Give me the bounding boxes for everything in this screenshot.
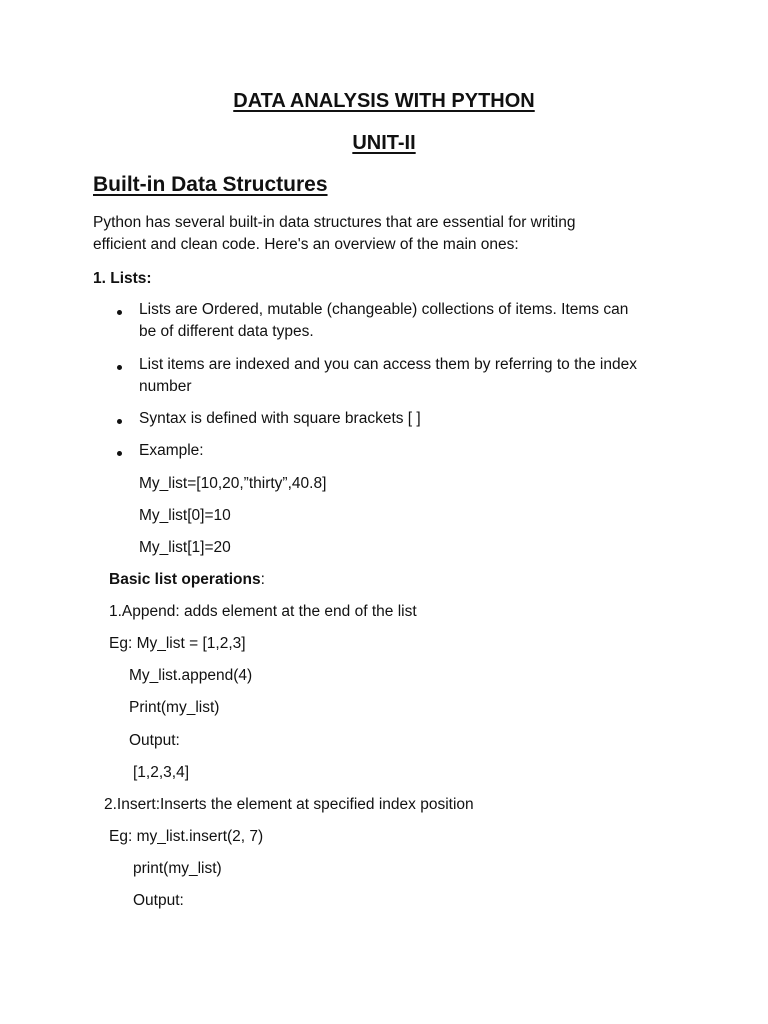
basic-ops-colon: : <box>260 571 265 588</box>
example-line: My_list[1]=20 <box>139 539 231 556</box>
bullet-2-line-2: number <box>139 378 192 395</box>
bullet-marker <box>117 310 122 315</box>
example-line: My_list=[10,20,”thirty”,40.8] <box>139 475 327 492</box>
bullet-1-line-1: Lists are Ordered, mutable (changeable) collections of items. Items can <box>139 301 629 318</box>
bullet-3-line-1: Syntax is defined with square brackets [ ] <box>139 410 421 427</box>
append-title: 1.Append: adds element at the end of the list <box>109 603 417 620</box>
insert-title: 2.Insert:Inserts the element at specified index position <box>104 796 474 813</box>
bullet-marker <box>117 419 122 424</box>
lists-heading: 1. Lists: <box>93 270 152 287</box>
code-line: Output: <box>133 892 184 909</box>
append-output: [1,2,3,4] <box>133 764 190 781</box>
bullet-2-line-1: List items are indexed and you can access them by referring to the index <box>139 356 637 373</box>
code-line: Output: <box>129 732 180 749</box>
example-line: My_list[0]=10 <box>139 507 231 524</box>
unit-title: UNIT-II <box>352 132 416 154</box>
bullet-marker <box>117 365 122 370</box>
basic-ops-heading <box>109 569 265 591</box>
bullet-4-line-1: Example: <box>139 442 204 459</box>
intro-line-1: Python has several built-in data structures that are essential for writing <box>93 214 576 231</box>
intro-line-2: efficient and clean code. Here's an overview of the main ones: <box>93 236 519 253</box>
code-line: print(my_list) <box>133 860 222 877</box>
append-example: Eg: My_list = [1,2,3] <box>109 635 246 652</box>
bullet-1-line-2: be of different data types. <box>139 323 314 340</box>
document-title: DATA ANALYSIS WITH PYTHON <box>233 90 535 112</box>
bullet-marker <box>117 451 122 456</box>
basic-ops-label: Basic list operations <box>109 571 261 588</box>
section-heading: Built-in Data Structures <box>93 173 328 196</box>
code-line: My_list.append(4) <box>129 667 253 684</box>
code-line: Print(my_list) <box>129 699 220 716</box>
insert-example: Eg: my_list.insert(2, 7) <box>109 828 264 845</box>
